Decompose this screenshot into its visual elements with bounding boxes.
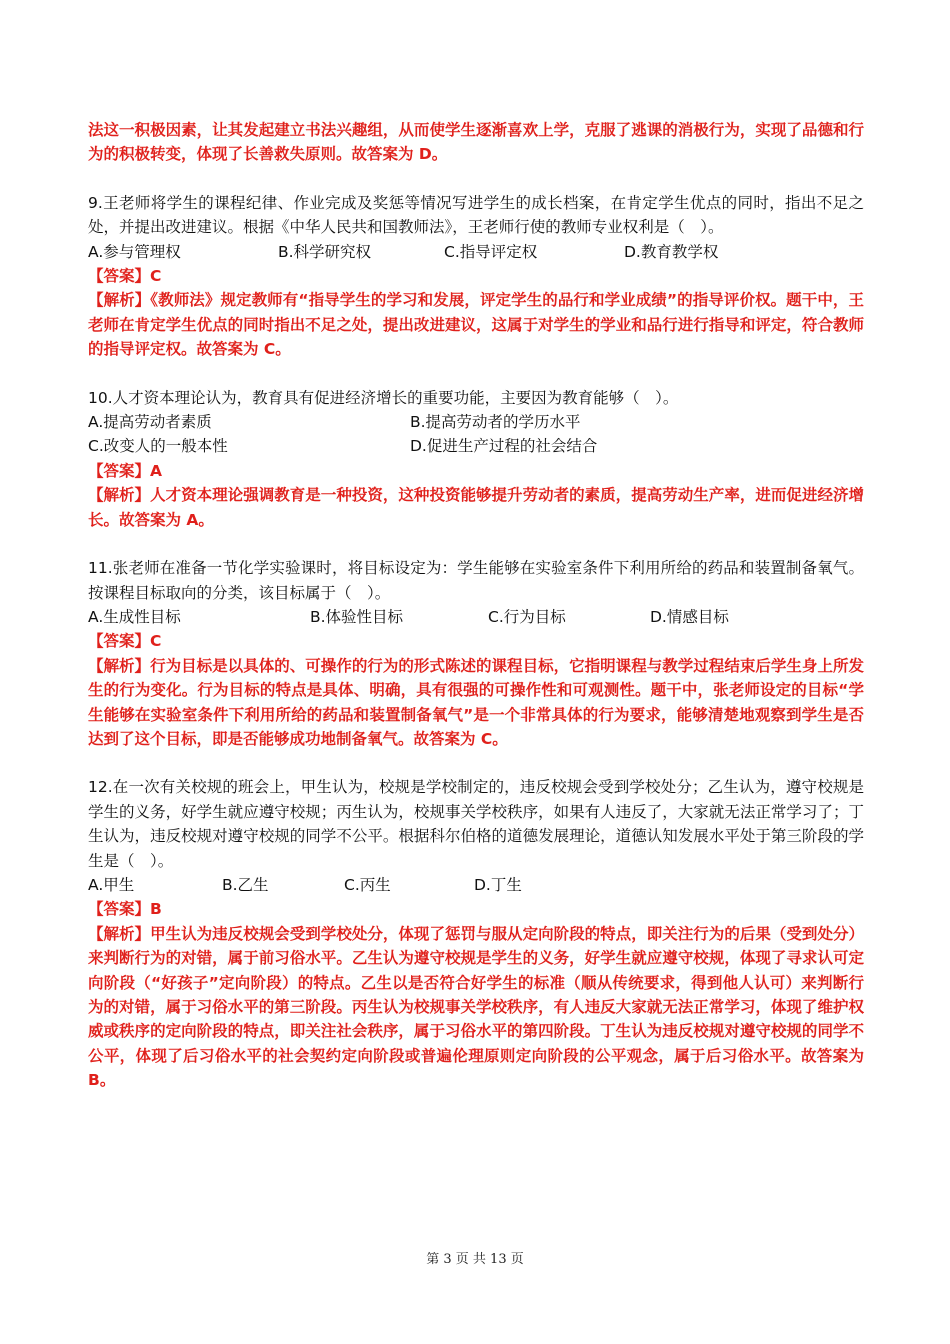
option-a: A.提高劳动者素质: [88, 413, 212, 432]
option-b: B.提高劳动者的学历水平: [410, 413, 581, 432]
question-12: [88, 775, 864, 1092]
previous-analysis-tail: 法这一积极因素，让其发起建立书法兴趣组，从而使学生逐渐喜欢上学，克服了逃课的消极行为，实现了品德和行为的积极转变，体现了长善救失原则。故答案为 D。: [88, 121, 864, 164]
analysis-text: 【解析】行为目标是以具体的、可操作的行为的形式陈述的课程目标，它指明课程与教学过程结束后学生身上所发生的行为变化。行为目标的特点是具体、明确，具有很强的可操作性和可观测性。题干中，张老师设定的目标“学生能够在实验室条件下利用所给的药品和装置制备氧气”是一个非常具体的行为要求，能够清楚地观察到学生是否达到了这个目标，即是否能够成功地制备氧气。故答案为 C。: [88, 656, 864, 748]
option-c: C.指导评定权: [444, 242, 538, 261]
option-d: D.丁生: [474, 875, 522, 894]
option-c: C.改变人的一般本性: [88, 437, 228, 456]
answer-label: 【答案】C: [88, 632, 162, 651]
question-11: [88, 556, 864, 751]
options-row: [88, 240, 864, 264]
answer-label: 【答案】B: [88, 900, 162, 919]
question-10: [88, 386, 864, 532]
analysis-text: 【解析】人才资本理论强调教育是一种投资，这种投资能够提升劳动者的素质，提高劳动生产率，进而促进经济增长。故答案为 A。: [88, 486, 864, 529]
options-row: [88, 873, 864, 897]
option-c: C.丙生: [344, 875, 391, 894]
answer-label: 【答案】C: [88, 267, 162, 286]
options-row: [88, 434, 864, 458]
options-row: [88, 410, 864, 434]
analysis-text: 【解析】甲生认为违反校规会受到学校处分，体现了惩罚与服从定向阶段的特点，即关注行为的后果（受到处分）来判断行为的对错，属于前习俗水平。乙生认为遵守校规是学生的义务，好学生就应遵守校规，体现了寻求认可定向阶段（“好孩子”定向阶段）的特点。乙生以是否符合好学生的标准（顺从传统要求，得到他人认可）来判断行为的对错，属于习俗水平的第三阶段。丙生认为校规事关学校秩序，有人违反大家就无法正常学习，体现了维护权威或秩序的定向阶段的特点，即关注社会秩序，属于习俗水平的第四阶段。丁生认为违反校规对遵守校规的同学不公平，体现了后习俗水平的社会契约定向阶段或普遍伦理原则定向阶段的公平观念，属于后习俗水平。故答案为 B。: [88, 924, 864, 1090]
analysis-text: 【解析】《教师法》规定教师有“指导学生的学习和发展，评定学生的品行和学业成绩”的指导评价权。题干中，王老师在肯定学生优点的同时指出不足之处，提出改进建议，这属于对学生的学业和品行进行指导和评定，符合教师的指导评定权。故答案为 C。: [88, 291, 864, 359]
question-stem: 10.人才资本理论认为，教育具有促进经济增长的重要功能，主要因为教育能够（ ）。: [88, 388, 679, 407]
option-d: D.教育教学权: [624, 242, 719, 261]
option-a: A.生成性目标: [88, 607, 181, 626]
answer-label: 【答案】A: [88, 461, 162, 480]
question-stem: 11.张老师在准备一节化学实验课时，将目标设定为：学生能够在实验室条件下利用所给的药品和装置制备氧气。按课程目标取向的分类，该目标属于（ ）。: [88, 559, 864, 602]
question-stem: 9.王老师将学生的课程纪律、作业完成及奖惩等情况写进学生的成长档案，在肯定学生优点的同时，指出不足之处，并提出改进建议。根据《中华人民共和国教师法》，王老师行使的教师专业权利是（ ）。: [88, 193, 864, 237]
option-d: D.情感目标: [650, 607, 729, 626]
option-a: A.甲生: [88, 875, 135, 894]
options-row: [88, 605, 864, 629]
option-b: B.科学研究权: [278, 242, 372, 261]
question-9: [88, 191, 864, 362]
option-d: D.促进生产过程的社会结合: [410, 437, 598, 456]
question-stem: 12.在一次有关校规的班会上，甲生认为，校规是学校制定的，违反校规会受到学校处分；乙生认为，遵守校规是学生的义务，好学生就应遵守校规；丙生认为，校规事关学校秩序，如果有人违反了，大家就无法正常学习了；丁生认为，违反校规对遵守校规的同学不公平。根据科尔伯格的道德发展理论，道德认知发展水平处于第三阶段的学生是（ ）。: [88, 778, 864, 870]
option-a: A.参与管理权: [88, 242, 181, 261]
page-number-footer: 第 3 页 共 13 页: [426, 1252, 524, 1267]
option-b: B.体验性目标: [310, 607, 404, 626]
option-c: C.行为目标: [488, 607, 566, 626]
option-b: B.乙生: [222, 875, 269, 894]
page-content: [88, 118, 864, 1093]
